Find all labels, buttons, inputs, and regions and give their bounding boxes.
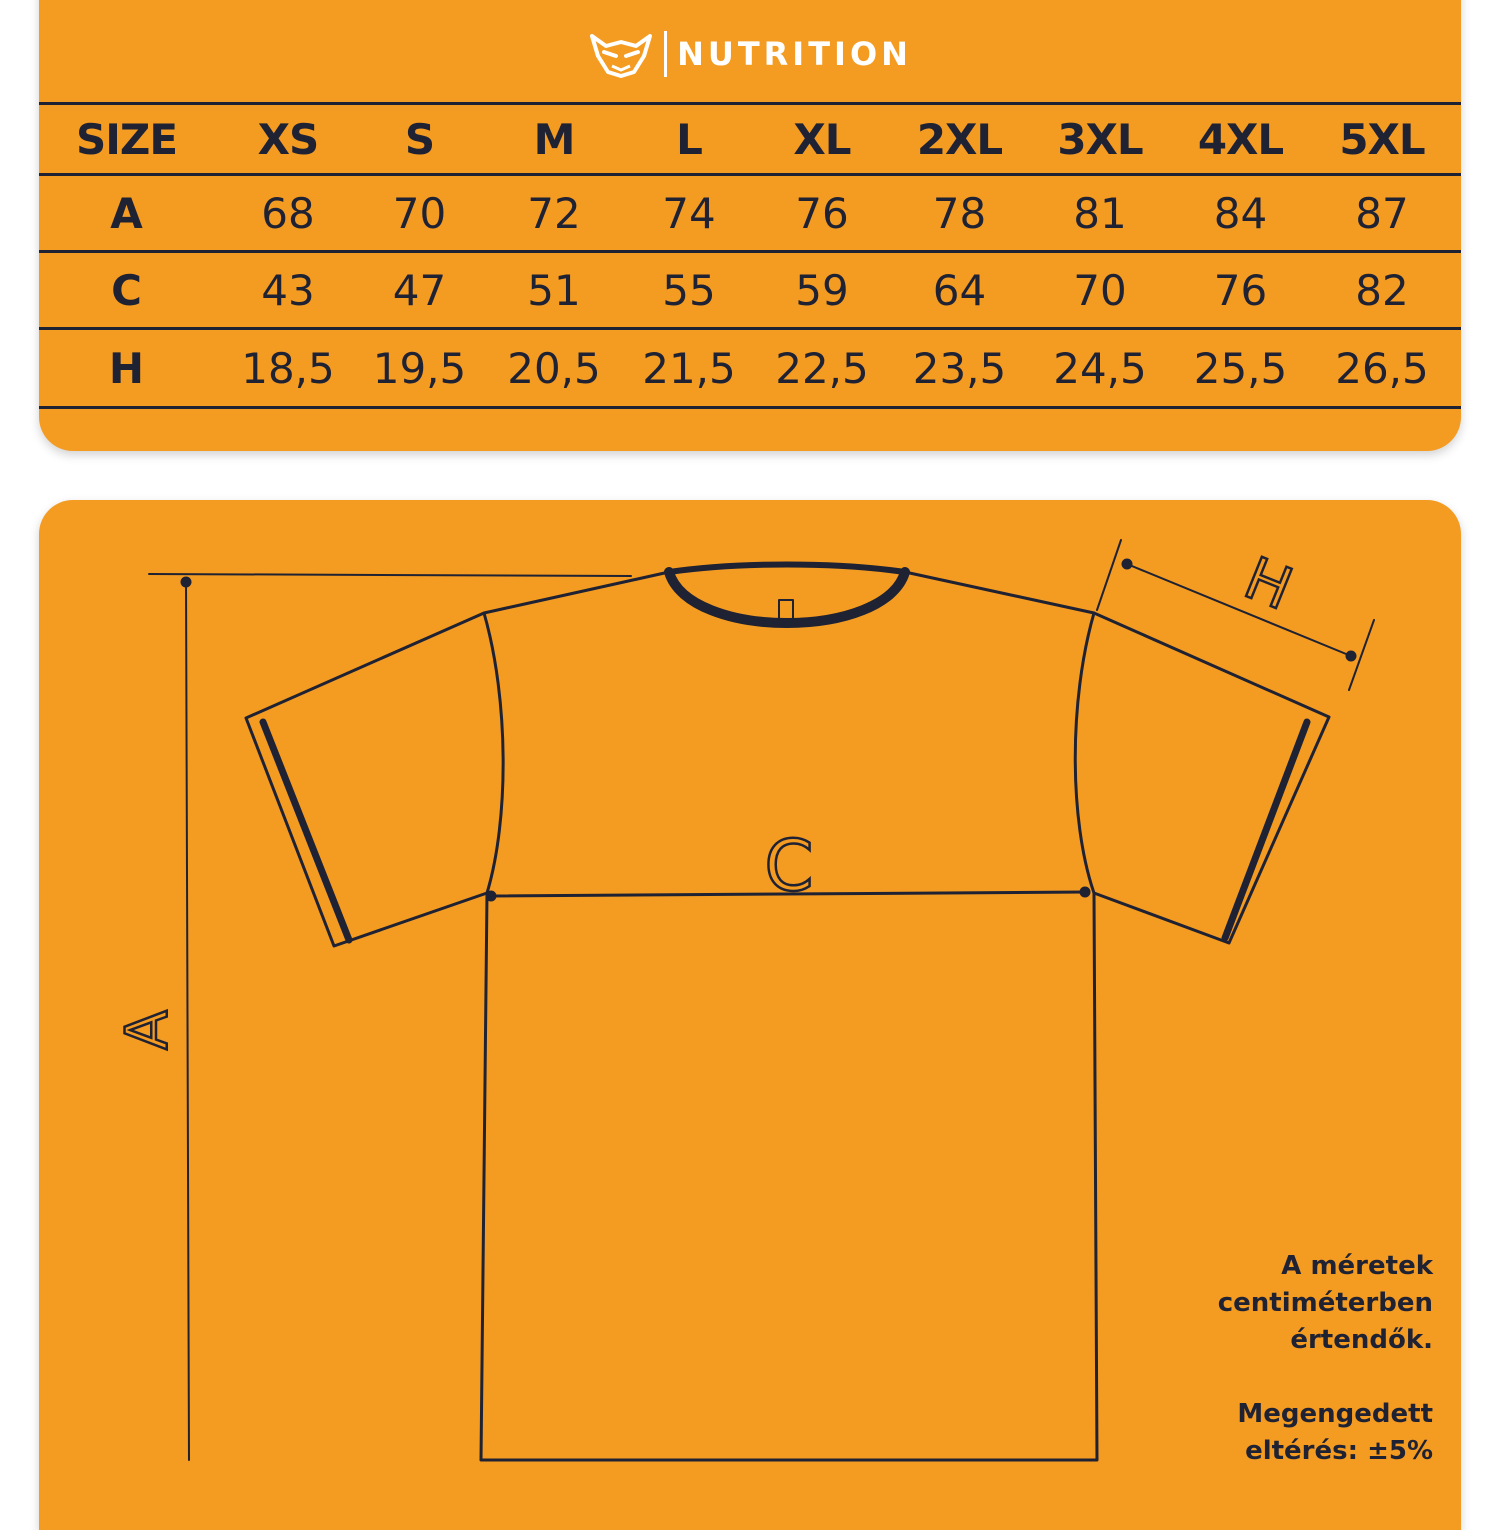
table-cell: 76 bbox=[747, 175, 897, 252]
dimension-label-h: H bbox=[1235, 543, 1302, 624]
row-label: A bbox=[39, 175, 214, 252]
table-cell: 51 bbox=[477, 252, 631, 329]
neck-collar-top bbox=[669, 565, 905, 573]
size-header: SIZE bbox=[39, 104, 214, 175]
table-cell: 84 bbox=[1178, 175, 1303, 252]
table-cell: 68 bbox=[214, 175, 362, 252]
right-armhole-seam bbox=[1075, 613, 1094, 893]
table-header-row bbox=[39, 104, 1461, 175]
table-row-c bbox=[39, 252, 1461, 329]
size-column-header: 4XL bbox=[1178, 104, 1303, 175]
neck-label bbox=[779, 600, 793, 620]
table-cell: 25,5 bbox=[1178, 329, 1303, 408]
table-cell: 24,5 bbox=[1022, 329, 1178, 408]
table-cell: 26,5 bbox=[1303, 329, 1461, 408]
table-cell: 78 bbox=[897, 175, 1022, 252]
units-note-line: értendők. bbox=[1290, 1325, 1433, 1355]
dimension-label-c: C bbox=[764, 825, 814, 907]
table-cell: 82 bbox=[1303, 252, 1461, 329]
size-column-header: XL bbox=[747, 104, 897, 175]
table-cell: 20,5 bbox=[477, 329, 631, 408]
table-cell: 81 bbox=[1022, 175, 1178, 252]
tolerance-note-line: eltérés: ±5% bbox=[1245, 1436, 1433, 1466]
brand-divider bbox=[664, 31, 667, 77]
units-note bbox=[1133, 1248, 1433, 1359]
brand-name: NUTRITION bbox=[677, 35, 912, 73]
table-cell: 55 bbox=[631, 252, 747, 329]
tolerance-note-line: Megengedett bbox=[1237, 1399, 1433, 1429]
table-cell: 70 bbox=[362, 175, 477, 252]
table-cell: 22,5 bbox=[747, 329, 897, 408]
table-cell: 43 bbox=[214, 252, 362, 329]
tolerance-note bbox=[1133, 1396, 1433, 1470]
size-chart-panel bbox=[39, 0, 1461, 451]
size-column-header: 2XL bbox=[897, 104, 1022, 175]
left-armhole-seam bbox=[484, 613, 503, 893]
table-cell: 18,5 bbox=[214, 329, 362, 408]
table-cell: 19,5 bbox=[362, 329, 477, 408]
table-cell: 74 bbox=[631, 175, 747, 252]
size-column-header: S bbox=[362, 104, 477, 175]
size-column-header: 3XL bbox=[1022, 104, 1178, 175]
brand-logo bbox=[39, 28, 1461, 80]
size-table bbox=[39, 102, 1461, 409]
table-cell: 64 bbox=[897, 252, 1022, 329]
table-cell: 72 bbox=[477, 175, 631, 252]
table-cell: 70 bbox=[1022, 252, 1178, 329]
table-cell: 87 bbox=[1303, 175, 1461, 252]
table-cell: 59 bbox=[747, 252, 897, 329]
mascot-head-icon bbox=[588, 30, 654, 78]
row-label: H bbox=[39, 329, 214, 408]
neck-collar bbox=[669, 572, 905, 623]
table-cell: 47 bbox=[362, 252, 477, 329]
table-cell: 23,5 bbox=[897, 329, 1022, 408]
units-note-line: A méretek bbox=[1281, 1251, 1433, 1281]
table-cell: 76 bbox=[1178, 252, 1303, 329]
units-note-line: centiméterben bbox=[1217, 1288, 1433, 1318]
row-label: C bbox=[39, 252, 214, 329]
left-sleeve-hem bbox=[263, 722, 349, 940]
dimension-label-a: A bbox=[113, 1010, 181, 1050]
table-cell: 21,5 bbox=[631, 329, 747, 408]
size-column-header: XS bbox=[214, 104, 362, 175]
tshirt-diagram-panel bbox=[39, 500, 1461, 1530]
size-column-header: 5XL bbox=[1303, 104, 1461, 175]
table-row-a bbox=[39, 175, 1461, 252]
right-sleeve-hem bbox=[1225, 722, 1307, 938]
length-measure-line bbox=[149, 574, 631, 576]
size-column-header: M bbox=[477, 104, 631, 175]
size-column-header: L bbox=[631, 104, 747, 175]
length-measure-vertical bbox=[186, 578, 189, 1460]
table-row-h bbox=[39, 329, 1461, 408]
